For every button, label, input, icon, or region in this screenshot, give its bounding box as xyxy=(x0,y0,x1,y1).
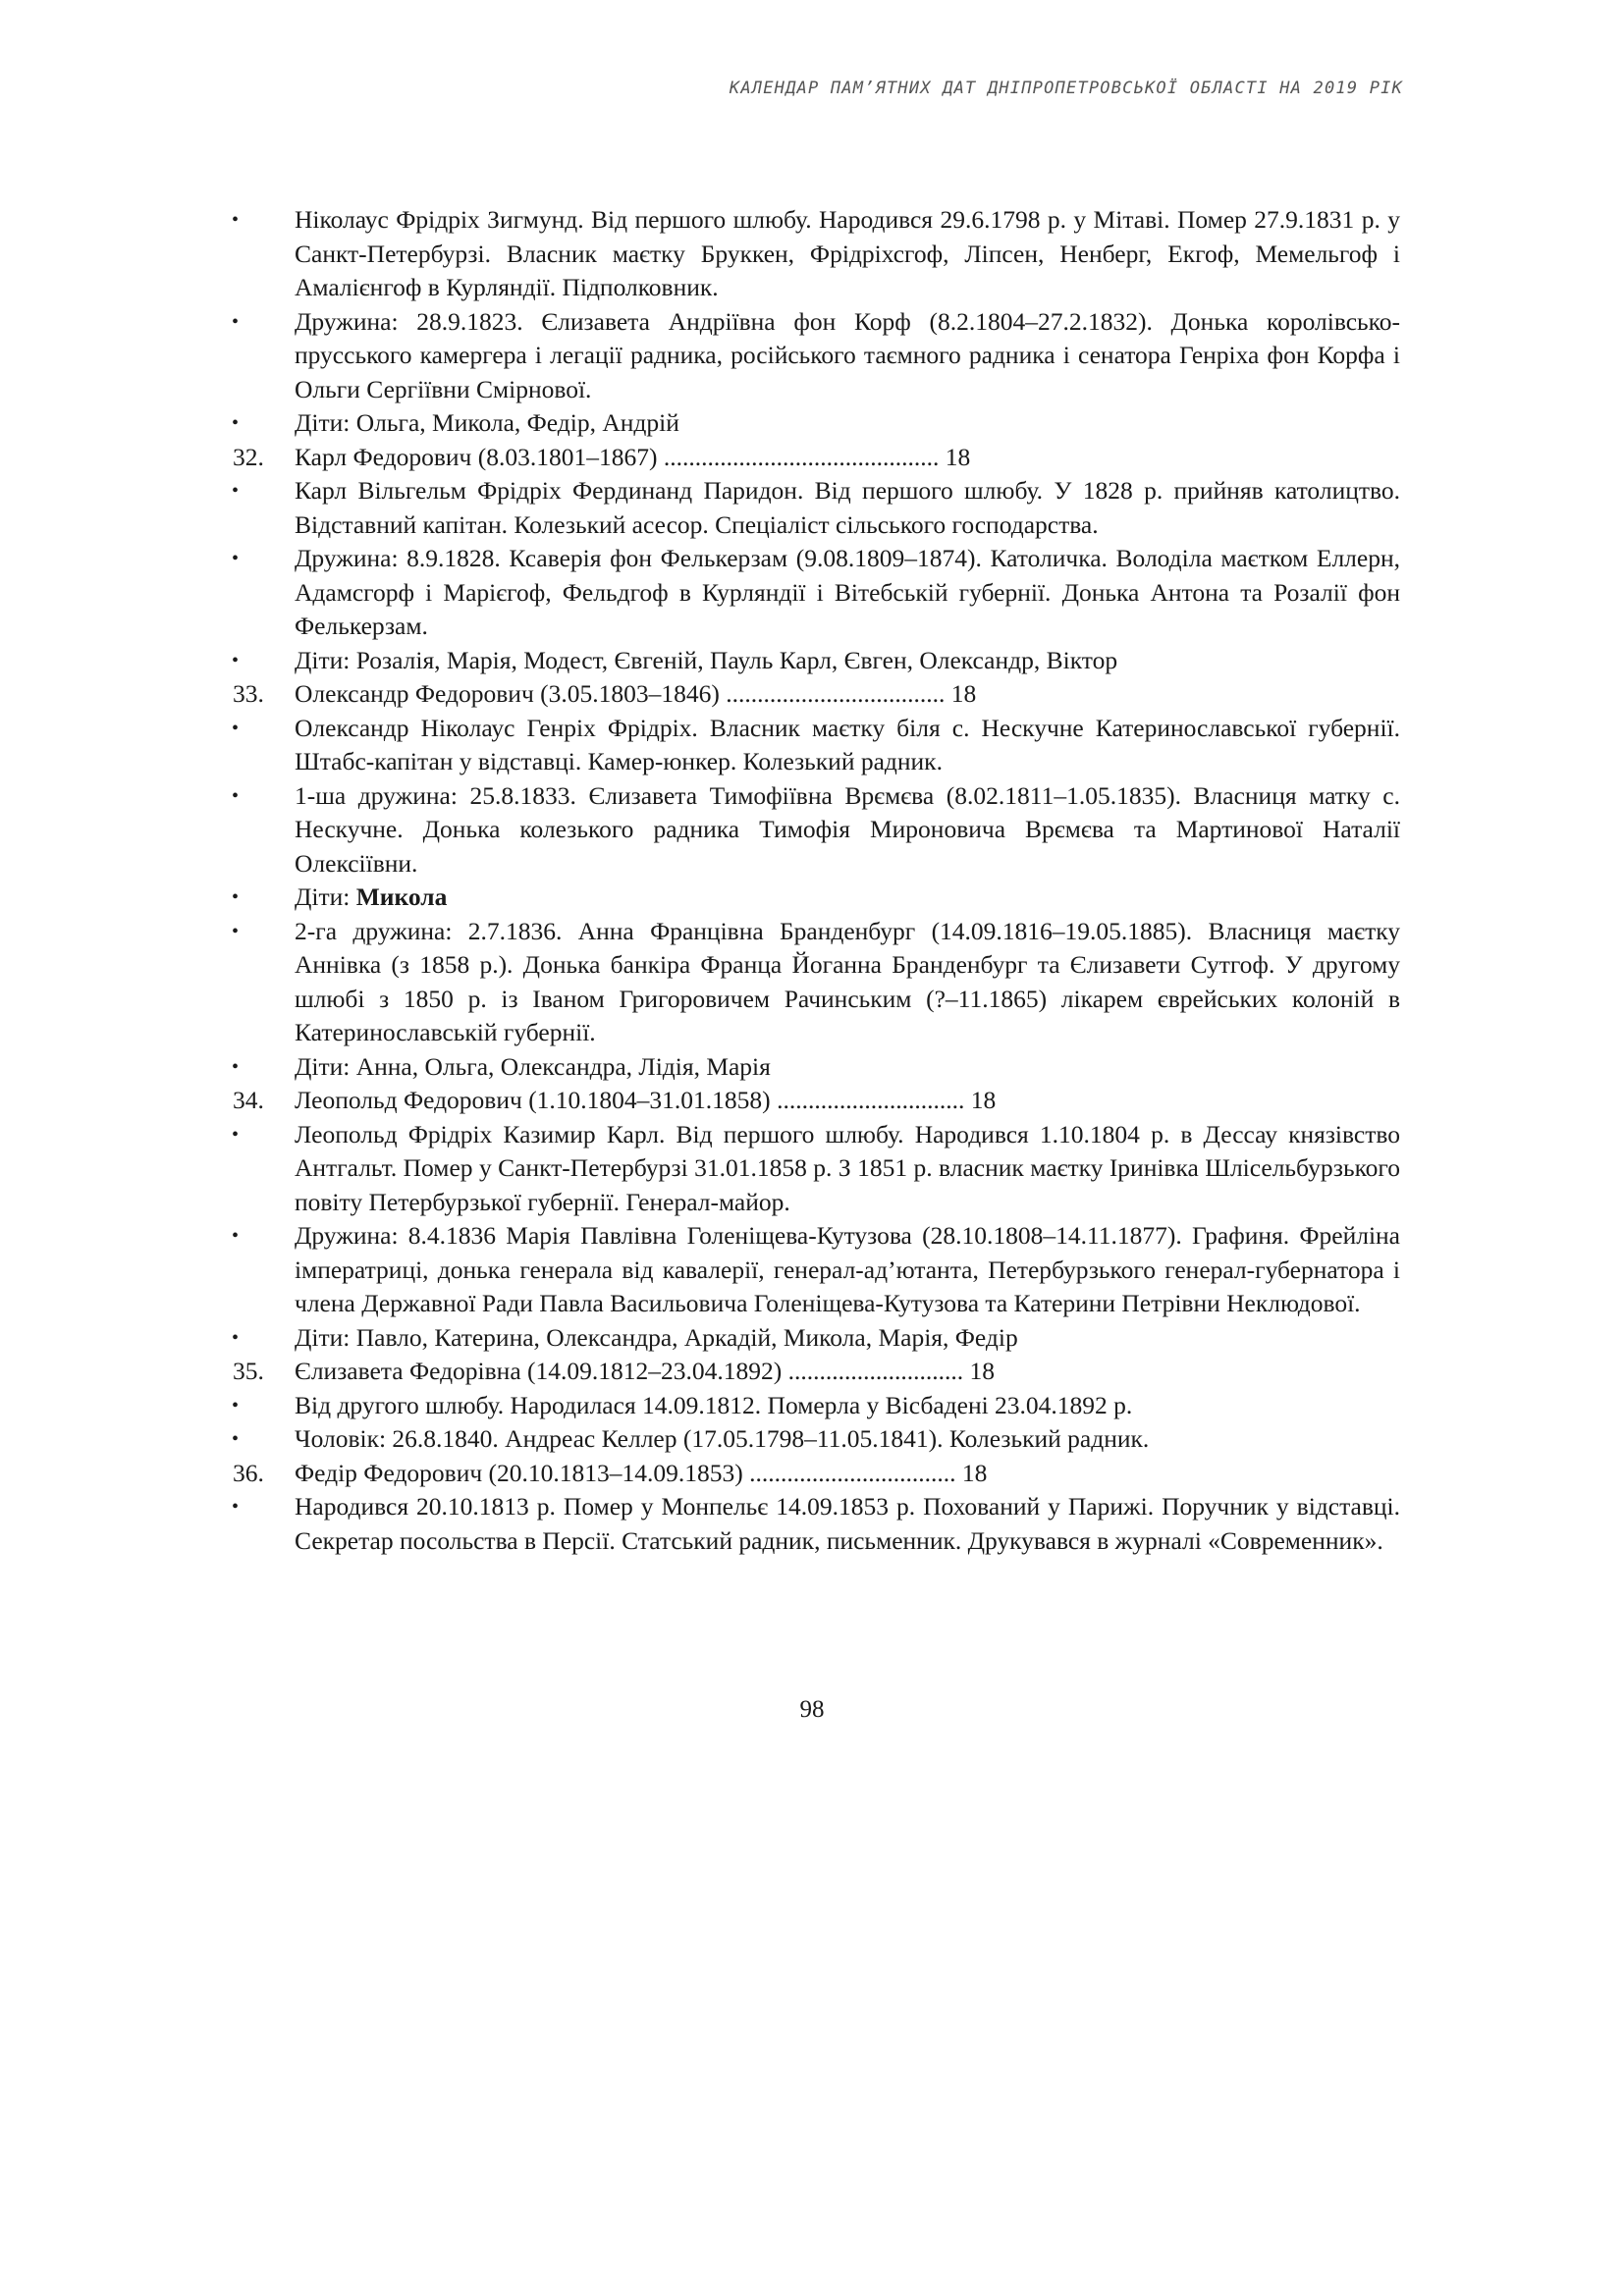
bullet-entry xyxy=(228,1490,1400,1558)
numbered-entry xyxy=(228,1457,1400,1491)
numbered-entry xyxy=(228,1355,1400,1389)
bullet-icon: • xyxy=(232,209,240,231)
leader-dots: ................................... xyxy=(719,679,946,708)
entry-text: 1-ша дружина: 25.8.1833. Єлизавета Тимофіївна Врємєва (8.02.1811–1.05.1835). Власниця матку с. Нескучне. Донька колезького радника Тимофія Мироновича Врємєва та Мартинової Наталії Олексіївни. xyxy=(295,780,1400,878)
bullet-entry xyxy=(228,203,1400,305)
bullet-entry xyxy=(228,644,1400,678)
bullet-icon: • xyxy=(232,480,240,502)
entry-bold-text: Микола xyxy=(355,882,448,911)
bullet-icon: • xyxy=(232,1496,240,1518)
entry-number: 32. xyxy=(233,442,264,471)
entry-text: Карл Вільгельм Фрідріх Фердинанд Паридон. Від першого шлюбу. У 1828 р. прийняв католицтво. Відставний капітан. Колезький асесор. Спеціаліст сільського господарства. xyxy=(295,476,1400,539)
entry-text: Діти: Павло, Катерина, Олександра, Аркадій, Микола, Марія, Федір xyxy=(295,1322,1018,1352)
bullet-icon: • xyxy=(232,1225,240,1247)
bullet-entry xyxy=(228,305,1400,407)
entry-text: Олександр Федорович (3.05.1803–1846) xyxy=(295,679,720,708)
bullet-entry xyxy=(228,474,1400,542)
entry-text: Леопольд Фрідріх Казимир Карл. Від першого шлюбу. Народився 1.10.1804 р. в Дессау князівство Антгальт. Помер у Санкт-Петербурзі 31.01.1858 р. З 1851 р. власник маєтку Іринівка Шлісельбурзького повіту Петербурзької губернії. Генерал-майор. xyxy=(295,1119,1400,1216)
bullet-icon: • xyxy=(232,784,240,807)
bullet-entry xyxy=(228,881,1400,915)
bullet-entry xyxy=(228,542,1400,644)
bullet-entry xyxy=(228,915,1400,1050)
entry-page-ref: 18 xyxy=(964,1086,997,1114)
bullet-icon: • xyxy=(232,1326,240,1349)
bullet-icon: • xyxy=(232,920,240,942)
entry-text: Чоловік: 26.8.1840. Андреас Келлер (17.05.1798–11.05.1841). Колезький радник. xyxy=(295,1424,1150,1453)
entry-number: 33. xyxy=(233,679,264,708)
entry-page-ref: 18 xyxy=(955,1458,988,1487)
bullet-icon: • xyxy=(232,548,240,569)
entry-text: Діти: Анна, Ольга, Олександра, Лідія, Марія xyxy=(295,1051,771,1081)
bullet-entry xyxy=(228,712,1400,779)
bullet-icon: • xyxy=(232,649,240,671)
numbered-entry xyxy=(228,441,1400,475)
entry-text: Дружина: 28.9.1823. Єлизавета Андріївна фон Корф (8.2.1804–27.2.1832). Донька королівсько-прусського камергера і легації радника, російського таємного радника і сенатора Генріха фон Корфа і Ольги Сергіївни Смірнової. xyxy=(295,306,1400,403)
entry-page-ref: 18 xyxy=(939,442,971,471)
running-header: КАЛЕНДАР ПАМ’ЯТНИХ ДАТ ДНІПРОПЕТРОВСЬКОЇ ОБЛАСТІ НА 2019 РІК xyxy=(729,79,1403,98)
bullet-icon: • xyxy=(232,310,240,333)
entry-text: 2-га дружина: 2.7.1836. Анна Францівна Бранденбург (14.09.1816–19.05.1885). Власниця маєтку Аннівка (з 1858 р.). Донька банкіра Франца Йоганна Бранденбург та Єлизавети Сутгоф. У другому шлюбі з 1850 р. із Іваном Григоровичем Рачинським (?–11.1865) лікарем єврейських колоній в Катеринославській губернії. xyxy=(295,916,1400,1046)
bullet-icon: • xyxy=(232,1123,240,1146)
entry-text: Дружина: 8.9.1828. Ксаверія фон Фелькерзам (9.08.1809–1874). Католичка. Володіла маєтком Еллерн, Адамсгорф і Марієгоф, Фельдгоф в Курляндії і Вітебській губернії. Донька Антона та Розалії фон Фелькерзам. xyxy=(295,544,1400,640)
bullet-entry xyxy=(228,1050,1400,1085)
entry-number: 36. xyxy=(233,1458,264,1487)
bullet-icon: • xyxy=(232,1428,240,1450)
bullet-entry xyxy=(228,1389,1400,1423)
entry-text: Ніколаус Фрідріх Зигмунд. Від першого шлюбу. Народився 29.6.1798 р. у Мітаві. Помер 27.9.1831 р. у Санкт-Петербурзі. Власник маєтку Бруккен, Фрідріхсгоф, Ліпсен, Ненберг, Екгоф, Мемельгоф і Амалієнгоф в Курляндії. Підполковник. xyxy=(295,205,1400,301)
page-number: 98 xyxy=(799,1696,825,1723)
numbered-entry xyxy=(228,677,1400,712)
bullet-icon: • xyxy=(232,1394,240,1416)
bullet-entry xyxy=(228,1321,1400,1356)
bullet-icon: • xyxy=(232,1055,240,1078)
entry-text: Карл Федорович (8.03.1801–1867) xyxy=(295,442,658,471)
document-body xyxy=(228,203,1400,1558)
entry-number: 34. xyxy=(233,1086,264,1114)
bullet-entry xyxy=(228,779,1400,881)
bullet-icon: • xyxy=(232,717,240,739)
bullet-icon: • xyxy=(232,412,240,434)
bullet-entry xyxy=(228,1118,1400,1220)
entry-text: Народився 20.10.1813 р. Помер у Монпельє 14.09.1853 р. Похований у Парижі. Поручник у відставці. Секретар посольства в Персії. Статський радник, письменник. Друкувався в журналі «Современник». xyxy=(295,1492,1400,1555)
entry-text: Діти: xyxy=(295,882,356,911)
bullet-entry xyxy=(228,406,1400,441)
entry-text: Дружина: 8.4.1836 Марія Павлівна Голеніщева-Кутузова (28.10.1808–14.11.1877). Графиня. Фрейліна імператриці, донька генерала від кавалерії, генерал-ад’ютанта, Петербурзького генерал-губернатора і члена Державної Ради Павла Васильовича Голеніщева-Кутузова та Катерини Петрівни Неклюдової. xyxy=(295,1221,1400,1317)
entry-text: Єлизавета Федорівна (14.09.1812–23.04.1892) xyxy=(295,1357,783,1385)
entry-page-ref: 18 xyxy=(963,1357,996,1385)
entry-text: Діти: Ольга, Микола, Федір, Андрій xyxy=(295,408,679,437)
bullet-entry xyxy=(228,1219,1400,1321)
bullet-entry xyxy=(228,1422,1400,1457)
numbered-entry xyxy=(228,1084,1400,1118)
entry-page-ref: 18 xyxy=(945,679,977,708)
leader-dots: ............................ xyxy=(782,1357,964,1385)
entry-text: Діти: Розалія, Марія, Модест, Євгеній, Пауль Карл, Євген, Олександр, Віктор xyxy=(295,645,1118,674)
entry-number: 35. xyxy=(233,1357,264,1385)
entry-text: Федір Федорович (20.10.1813–14.09.1853) xyxy=(295,1458,743,1487)
entry-text: Олександр Ніколаус Генріх Фрідріх. Власник маєтку біля с. Нескучне Катеринославської губернії. Штабс-капітан у відставці. Камер-юнкер. Колезький радник. xyxy=(295,713,1400,775)
leader-dots: .............................. xyxy=(770,1086,965,1114)
leader-dots: ............................................ xyxy=(657,442,940,471)
leader-dots: ................................. xyxy=(742,1458,956,1487)
entry-text: Від другого шлюбу. Народилася 14.09.1812. Померла у Вісбадені 23.04.1892 р. xyxy=(295,1390,1133,1419)
bullet-icon: • xyxy=(232,886,240,908)
entry-text: Леопольд Федорович (1.10.1804–31.01.1858) xyxy=(295,1086,771,1114)
